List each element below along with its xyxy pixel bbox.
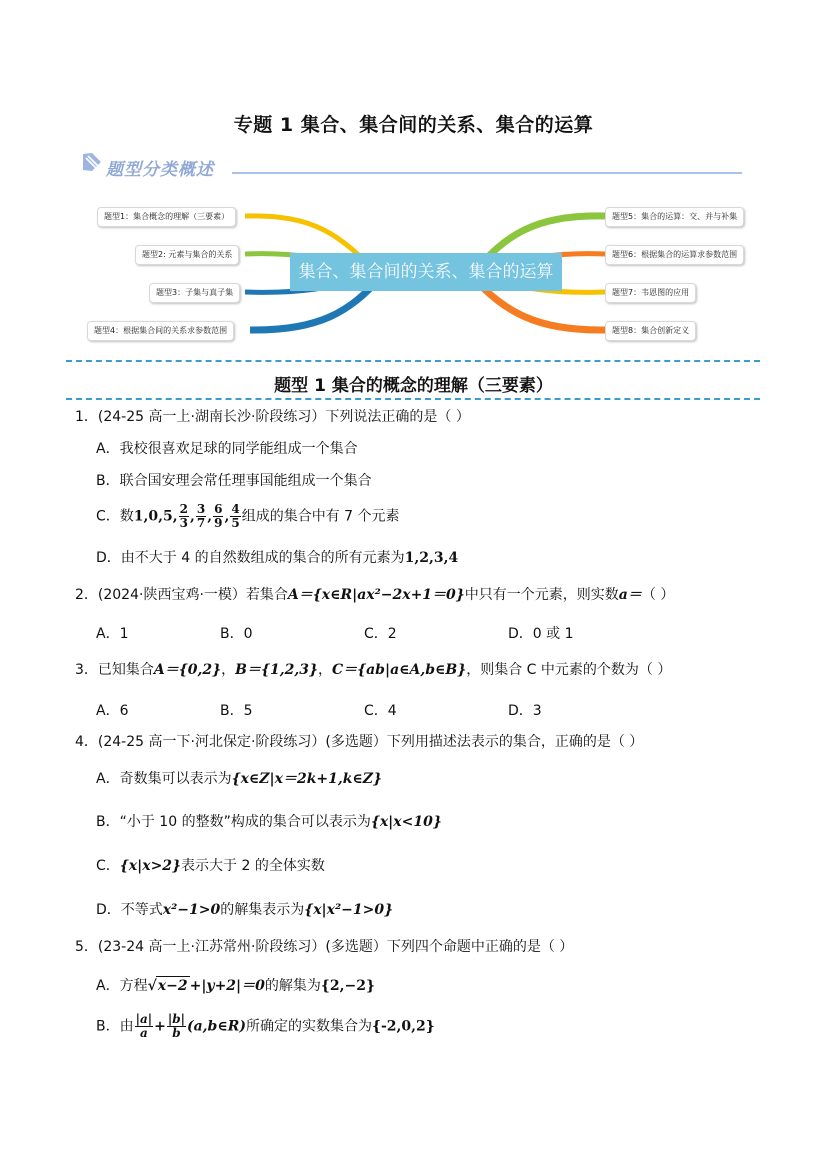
- mind-map-node-3: 题型3：子集与真子集: [149, 283, 240, 303]
- mind-map: [85, 196, 765, 346]
- q5-b-text: B．由: [96, 1018, 134, 1035]
- q4-b-text: B．“小于 10 的整数”构成的集合可以表示为: [96, 814, 371, 830]
- fraction-3-num: 6: [214, 502, 223, 516]
- q4-d-text: D．不等式: [96, 902, 163, 918]
- q5-fraction-b-den: b: [172, 1026, 181, 1040]
- mind-map-node-8: 题型8：集合创新定义: [605, 321, 696, 341]
- option-d-text: D．由不大于 4 的自然数组成的集合的所有元素为: [96, 550, 405, 566]
- question-5-stem: 5．(23-24 高一上·江苏常州·阶段练习）(多选题）下列四个命题中正确的是（ ）: [75, 939, 574, 955]
- question-3-option-b: B．5: [220, 703, 253, 719]
- q5-fraction-a-den: a: [139, 1026, 148, 1040]
- fraction-4-num: 4: [231, 502, 240, 516]
- q5-a-expression: +|y+2|＝0: [189, 978, 265, 994]
- question-3-suffix: ，则集合 C 中元素的个数为（ ）: [466, 662, 672, 678]
- question-3-option-a: A．6: [96, 703, 129, 719]
- q4-c-set: {x|x>2}: [119, 858, 182, 874]
- question-1-option-c: C．数1,0,5, $\frac{2}{3}$ , $\frac{3}{7}$ , $\frac{6}{9}$ , $\frac{4}{5}$ 组成的集合中有 7 个元素: [96, 502, 400, 530]
- q4-a-text: A．奇数集可以表示为: [96, 771, 232, 787]
- question-2-middle: 中只有一个元素，则实数: [464, 587, 619, 603]
- q4-a-set: {x∈Z|x＝2k+1,k∈Z}: [231, 771, 383, 787]
- question-5-option-b: B．由 $\frac{|a|}{a}$ + $\frac{|b|}{b}$ (a,b∈R)所确定的实数集合为{-2,0,2}: [96, 1012, 435, 1040]
- question-2-option-b: B．0: [220, 626, 253, 642]
- fraction-4-den: 5: [231, 516, 240, 530]
- q4-d-set: {x|x²−1>0}: [304, 902, 394, 918]
- mind-map-node-6: 题型6：根据集合的运算求参数范围: [605, 245, 744, 265]
- pencil-icon: [80, 150, 104, 174]
- section-divider-bottom: [66, 398, 760, 400]
- q4-d-middle: 的解集表示为: [220, 902, 305, 918]
- fraction-1: [179, 503, 189, 530]
- fraction-2-num: 3: [196, 502, 206, 516]
- q4-c-label: C．: [96, 858, 120, 874]
- question-5-option-a: [96, 976, 375, 995]
- option-d-set: 1,2,3,4: [404, 550, 459, 566]
- q5-fraction-a: [135, 1013, 154, 1040]
- question-4-stem: 4．(24-25 高一下·河北保定·阶段练习）(多选题）下列用描述法表示的集合，正确的是（ ）: [75, 734, 644, 750]
- overview-label: 题型分类概述: [106, 160, 214, 180]
- q5-fraction-b: [167, 1013, 186, 1040]
- question-3-stem: 3．已知集合A＝{0,2}，B＝{1,2,3}，C＝{ab|a∈A,b∈B}，则集合 C 中元素的个数为（ ）: [75, 662, 672, 678]
- option-c-prefix: C．数: [96, 508, 134, 525]
- q5-a-text: A．方程: [96, 978, 148, 994]
- option-c-suffix: 组成的集合中有 7 个元素: [241, 508, 400, 525]
- q5-b-middle: 所确定的实数集合为: [245, 1018, 372, 1035]
- question-2-set: A＝{x∈R|ax²−2x+1＝0}: [287, 587, 465, 603]
- question-1-stem: 1．(24-25 高一上·湖南长沙·阶段练习）下列说法正确的是（ ）: [75, 409, 470, 425]
- q4-c-text: 表示大于 2 的全体实数: [181, 858, 325, 874]
- question-3-set-c: C＝{ab|a∈A,b∈B}: [331, 662, 467, 678]
- question-3-set-a: A＝{0,2}: [153, 662, 222, 678]
- mind-map-node-1: 题型1：集合概念的理解（三要素）: [97, 207, 236, 227]
- question-2-variable: a＝: [618, 587, 642, 603]
- q5-a-middle: 的解集为: [264, 978, 321, 994]
- question-4-option-a: [96, 770, 382, 788]
- question-4-option-d: [96, 901, 393, 919]
- option-c-numbers: 1,0,5,: [133, 508, 178, 525]
- page-title: 专题 1 集合、集合间的关系、集合的运算: [233, 114, 594, 136]
- mind-map-center: 集合、集合间的关系、集合的运算: [290, 253, 562, 291]
- mind-map-node-7: 题型7：韦恩图的应用: [605, 283, 696, 303]
- question-3-prefix: 3．已知集合: [75, 662, 154, 678]
- fraction-3: [213, 503, 223, 530]
- question-2-option-c: C．2: [364, 626, 397, 642]
- mind-map-node-2: 题型2: 元素与集合的关系: [135, 245, 239, 265]
- q4-b-set: {x|x<10}: [370, 814, 442, 830]
- overview-divider: [232, 172, 742, 174]
- question-2-option-d: D．0 或 1: [508, 626, 574, 642]
- q4-d-inequality: x²−1>0: [162, 902, 221, 918]
- question-1-option-b: B．联合国安理会常任理事国能组成一个集合: [96, 473, 372, 489]
- question-3-option-d: D．3: [508, 703, 542, 719]
- mind-map-node-5: 题型5：集合的运算：交、并与补集: [605, 207, 744, 227]
- q5-b-set: {-2,0,2}: [371, 1018, 435, 1035]
- question-4-option-c: [96, 857, 325, 875]
- q5-a-radicand: x−2: [157, 978, 188, 994]
- q5-fraction-a-num: |a|: [135, 1012, 153, 1026]
- question-3-option-c: C．4: [364, 703, 397, 719]
- section-divider-top: [66, 360, 760, 362]
- fraction-1-num: 2: [179, 502, 188, 516]
- section-title: 题型 1 集合的概念的理解（三要素）: [274, 376, 553, 396]
- question-1-option-a: A．我校很喜欢足球的同学能组成一个集合: [96, 441, 358, 457]
- fraction-3-den: 9: [214, 516, 223, 530]
- question-2-end: （ ）: [641, 587, 675, 603]
- q5-a-set: {2,−2}: [320, 978, 375, 994]
- question-1-option-d: [96, 549, 458, 567]
- fraction-2-den: 7: [196, 516, 206, 530]
- question-2-prefix: 2．(2024·陕西宝鸡·一模）若集合: [75, 587, 288, 603]
- mind-map-node-4: 题型4：根据集合间的关系求参数范围: [87, 321, 234, 341]
- q5-b-condition: (a,b∈R): [186, 1018, 246, 1035]
- fraction-1-den: 3: [179, 516, 188, 530]
- question-2-stem: [75, 586, 674, 604]
- fraction-4: [230, 503, 240, 530]
- question-4-option-b: [96, 813, 442, 831]
- sqrt-icon: √: [147, 978, 157, 994]
- question-2-option-a: A．1: [96, 626, 129, 642]
- q5-fraction-b-num: |b|: [167, 1012, 185, 1026]
- question-3-set-b: B＝{1,2,3}: [235, 662, 318, 678]
- fraction-2: [196, 503, 206, 530]
